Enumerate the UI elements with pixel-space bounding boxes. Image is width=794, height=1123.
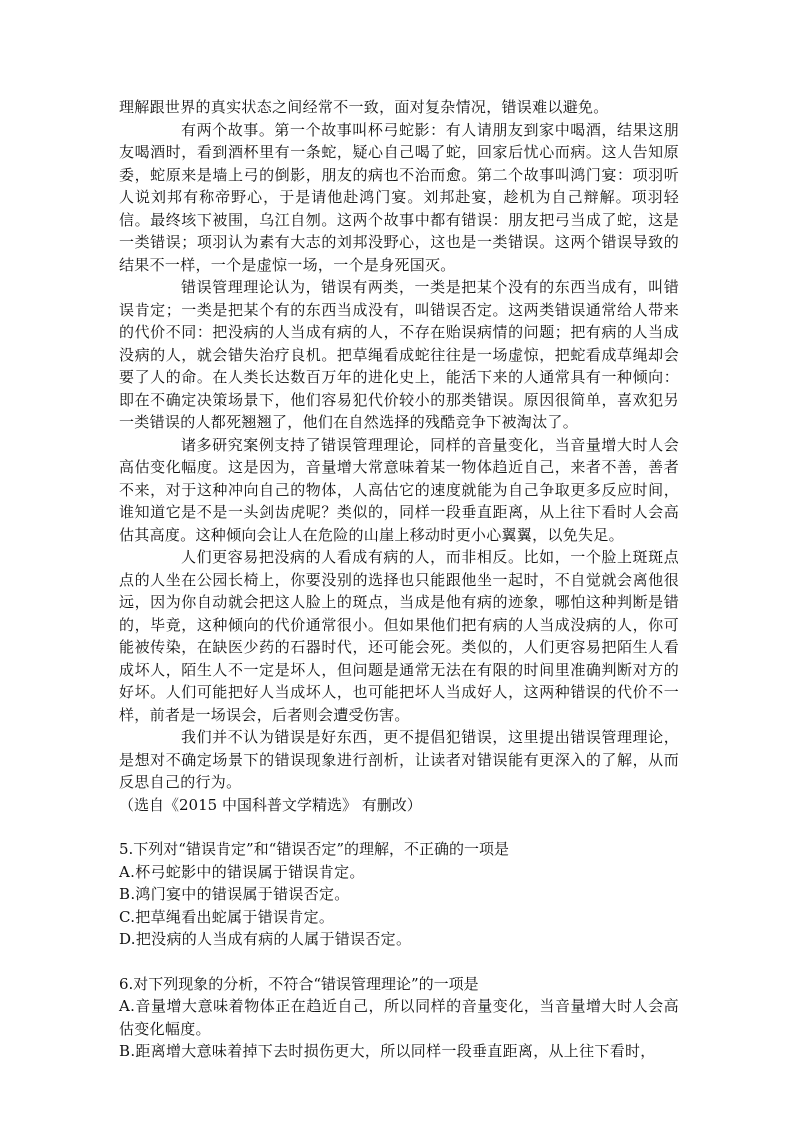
question-stem: 6.对下列现象的分析，不符合“错误管理理论”的一项是 xyxy=(119,974,479,993)
article-source: （选自《2015 中国科普文学精选》 有删改） xyxy=(119,795,422,814)
question-option-a: A.音量增大意味着物体正在趋近自己，所以同样的音量变化，当音量增大时人会高估变化幅度。 xyxy=(119,997,679,1038)
question-stem: 5.下列对“错误肯定”和“错误否定”的理解，不正确的一项是 xyxy=(119,840,509,858)
article-paragraph-5: 人们更容易把没病的人看成有病的人，而非相反。比如，一个脸上斑斑点点的人坐在公园长椅上，你要没别的选择也只能跟他坐一起时，不自觉就会离他很远，因为你自动就会把这人脸上的斑点，当成是他有病的迹象，哪怕这种判断是错的，毕竟，这种倾向的代价通常很小。但如果他们把有病的人当成没病的人，你可能被传染，在缺医少药的石器时代，还可能会死。类似的，人们更容易把陌生人看成坏人，陌生人不一定是坏人，但问题是通常无法在有限的时间里准确判断对方的好坏。人们可能把好人当成坏人，也可能把坏人当成好人，这两种错误的代价不一样，前者是一场误会，后者则会遭受伤害。 xyxy=(119,548,679,724)
question-option-a: A.杯弓蛇影中的错误属于错误肯定。 xyxy=(119,862,365,881)
question-5 xyxy=(119,838,679,951)
question-option-b: B.鸿门宴中的错误属于错误否定。 xyxy=(119,885,350,903)
article-paragraph-6: 我们并不认为错误是好东西，更不提倡犯错误，这里提出错误管理理论，是想对不确定场景下的错误现象进行剖析，让读者对错误能有更深入的了解，从而反思自己的行为。 xyxy=(119,728,679,791)
question-option-c: C.把草绳看出蛇属于错误肯定。 xyxy=(119,907,335,926)
question-option-b: B.距离增大意味着掉下去时损伤更大，所以同样一段垂直距离，从上往下看时， xyxy=(119,1042,656,1060)
question-6 xyxy=(119,973,679,1063)
spacer xyxy=(119,951,679,973)
article-paragraph-1: 理解跟世界的真实状态之间经常不一致，面对复杂情况，错误难以避免。 xyxy=(119,98,609,116)
article-paragraph-4: 诸多研究案例支持了错误管理理论，同样的音量变化，当音量增大时人会高估变化幅度。这是因为，音量增大常意味着某一物体趋近自己，来者不善，善者不来，对于这种冲向自己的物体，人高估它的速度就能为自己争取更多反应时间，谁知道它是不是一头剑齿虎呢？类似的，同样一段垂直距离，从上往下看时人会高估其高度。这种倾向会让人在危险的山崖上移动时更小心翼翼，以免失足。 xyxy=(119,435,679,544)
article-paragraph-3: 错误管理理论认为，错误有两类，一类是把某个没有的东西当成有，叫错误肯定；一类是把某个有的东西当成没有，叫错误否定。这两类错误通常给人带来的代价不同：把没病的人当成有病的人，不存在贻误病情的问题；把有病的人当成没病的人，就会错失治疗良机。把草绳看成蛇往往是一场虚惊，把蛇看成草绳却会要了人的命。在人类长达数百万年的进化史上，能活下来的人通常具有一种倾向：即在不确定决策场景下，他们容易犯代价较小的那类错误。原因很简单，喜欢犯另一类错误的人都死翘翘了，他们在自然选择的残酷竞争下被淘汰了。 xyxy=(119,278,679,431)
question-option-d: D.把没病的人当成有病的人属于错误否定。 xyxy=(119,930,412,948)
article-paragraph-2: 有两个故事。第一个故事叫杯弓蛇影：有人请朋友到家中喝酒，结果这朋友喝酒时，看到酒杯里有一条蛇，疑心自己喝了蛇，回家后忧心而病。这人告知原委，蛇原来是墙上弓的倒影，朋友的病也不治而愈。第二个故事叫鸿门宴：项羽听人说刘邦有称帝野心，于是请他赴鸿门宴。刘邦赴宴，趁机为自己辩解。项羽轻信。最终垓下被围，乌江自刎。这两个故事中都有错误：朋友把弓当成了蛇，这是一类错误；项羽认为素有大志的刘邦没野心，这也是一类错误。这两个错误导致的结果不一样，一个是虚惊一场，一个是身死国灭。 xyxy=(119,120,679,274)
spacer xyxy=(119,816,679,838)
document-page xyxy=(119,96,679,1063)
